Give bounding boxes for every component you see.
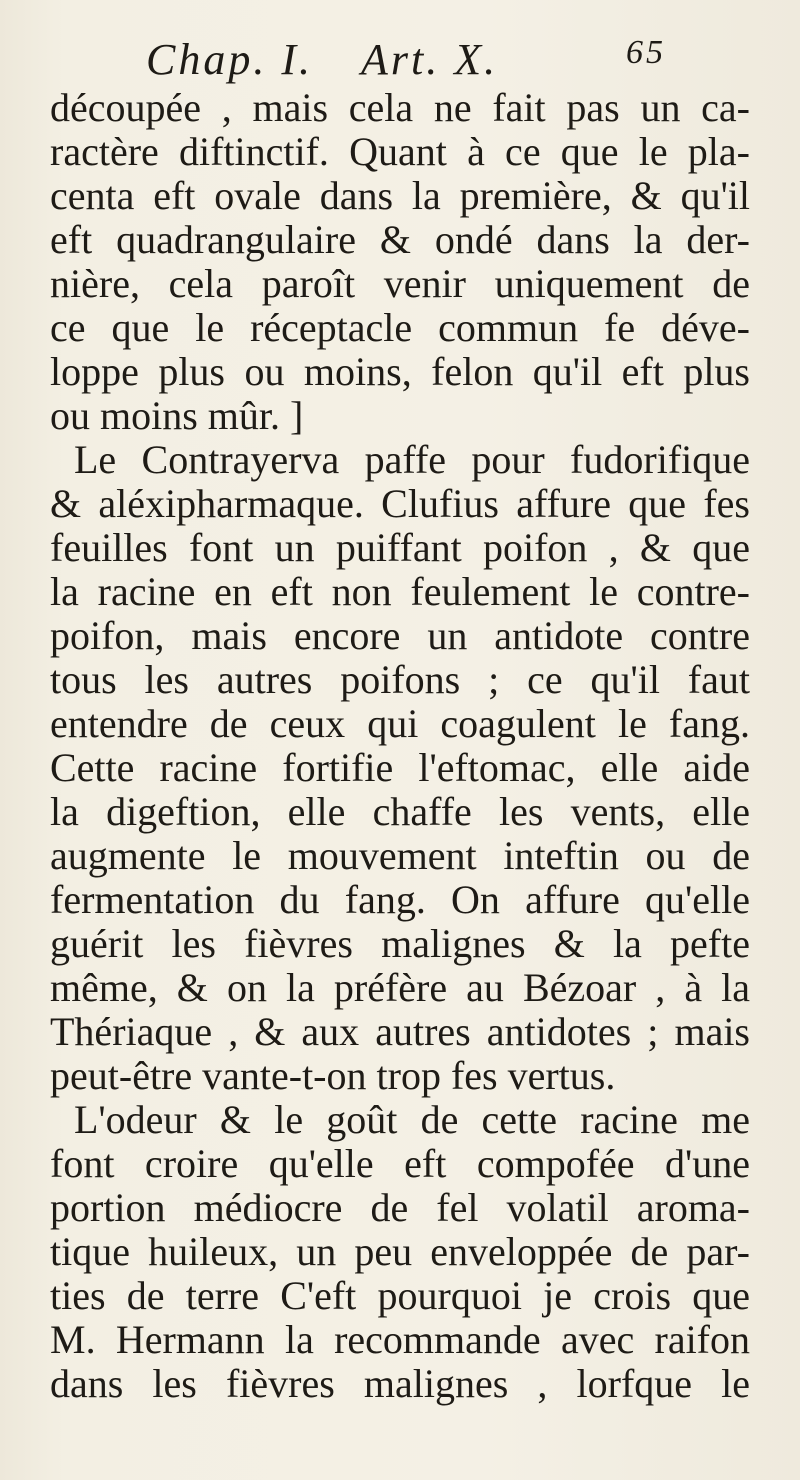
running-head-chapter: Chap. I. bbox=[146, 35, 313, 84]
text-line: ce que le réceptacle commun fe déve- bbox=[50, 305, 750, 350]
text-line: & aléxipharmaque. Clufius affure que fes bbox=[50, 481, 750, 526]
text-line: Thériaque , & aux autres antidotes ; mais bbox=[50, 1009, 750, 1054]
text-line: ractère diftinctif. Quant à ce que le pla- bbox=[50, 129, 750, 174]
text-line: tous les autres poifons ; ce qu'il faut bbox=[50, 657, 750, 702]
text-line: Le Contrayerva paffe pour fudorifique bbox=[74, 437, 750, 482]
text-line: fermentation du fang. On affure qu'elle bbox=[50, 877, 750, 922]
text-line: eft quadrangulaire & ondé dans la der- bbox=[50, 217, 750, 262]
text-line: dans les fièvres malignes , lorfque le bbox=[50, 1361, 750, 1406]
page-number: 65 bbox=[626, 34, 666, 71]
text-line: feuilles font un puiffant poifon , & que bbox=[50, 525, 750, 570]
text-line: ties de terre C'eft pourquoi je crois que bbox=[50, 1273, 750, 1318]
text-line: guérit les fièvres malignes & la pefte bbox=[50, 921, 750, 966]
text-line: la digeftion, elle chaffe les vents, elle bbox=[50, 789, 750, 834]
text-line: font croire qu'elle eft compofée d'une bbox=[50, 1141, 750, 1186]
text-line: la racine en eft non feulement le contre- bbox=[50, 569, 750, 614]
text-line: augmente le mouvement inteftin ou de bbox=[50, 833, 750, 878]
running-head-article: Art. X. bbox=[361, 35, 499, 84]
text-line: ou moins mûr. ] bbox=[50, 393, 304, 438]
text-line: M. Hermann la recommande avec raifon bbox=[50, 1317, 750, 1362]
text-line: loppe plus ou moins, felon qu'il eft plus bbox=[50, 349, 750, 394]
text-line: L'odeur & le goût de cette racine me bbox=[74, 1097, 750, 1142]
text-line: découpée , mais cela ne fait pas un ca- bbox=[50, 85, 750, 130]
text-line: poifon, mais encore un antidote contre bbox=[50, 613, 750, 658]
text-line: Cette racine fortifie l'eftomac, elle aide bbox=[50, 745, 750, 790]
text-line: nière, cela paroît venir uniquement de bbox=[50, 261, 750, 306]
text-line: centa eft ovale dans la première, & qu'il bbox=[50, 173, 750, 218]
text-line: tique huileux, un peu enveloppée de par- bbox=[50, 1229, 750, 1274]
text-line: entendre de ceux qui coagulent le fang. bbox=[50, 701, 750, 746]
text-line: portion médiocre de fel volatil aroma- bbox=[50, 1185, 750, 1230]
text-line: même, & on la préfère au Bézoar , à la bbox=[50, 965, 750, 1010]
text-line: peut-être vante-t-on trop fes vertus. bbox=[50, 1053, 616, 1098]
